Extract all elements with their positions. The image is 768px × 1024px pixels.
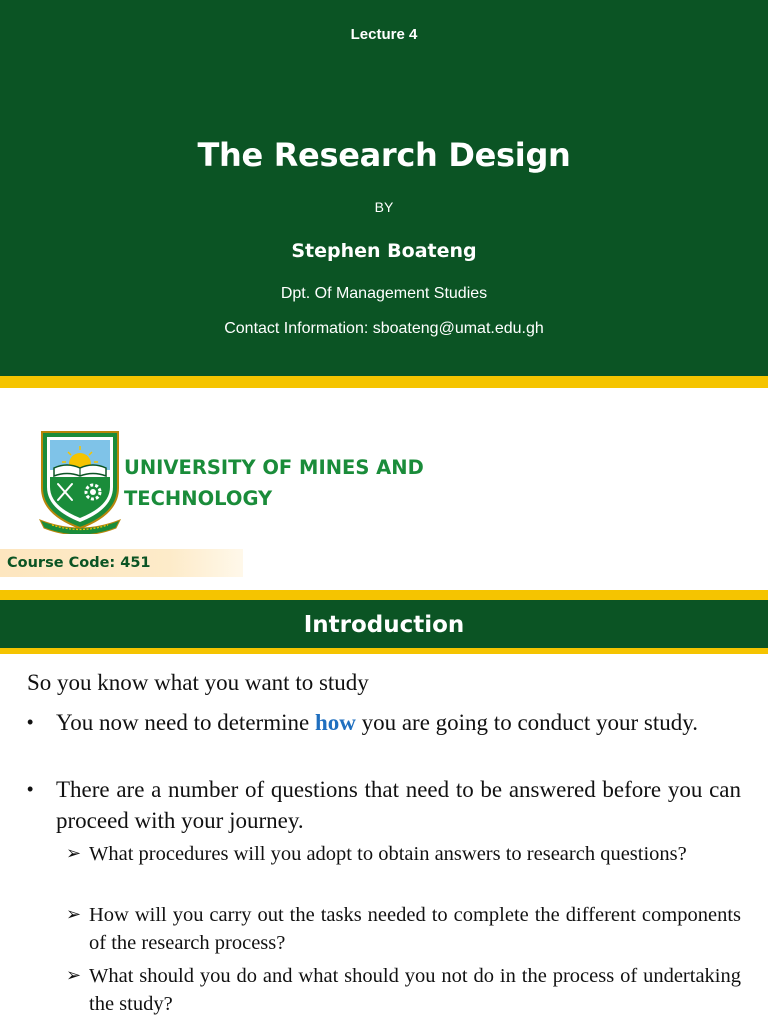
title-slide-header bbox=[0, 0, 768, 376]
bullet-text: There are a number of questions that need to be answered before you can proceed with your journey. bbox=[56, 777, 741, 833]
sub-list-item bbox=[66, 962, 741, 1018]
arrow-bullet-icon: ➢ bbox=[66, 965, 82, 986]
gold-divider-bottom bbox=[0, 648, 768, 654]
section-heading: Introduction bbox=[0, 600, 768, 648]
arrow-bullet-icon: ➢ bbox=[66, 843, 82, 864]
sub-bullet-text: How will you carry out the tasks needed to complete the different components of the research process? bbox=[89, 904, 741, 954]
university-crest-icon bbox=[38, 430, 122, 534]
bullet-icon: • bbox=[27, 779, 34, 799]
gold-divider-top bbox=[0, 590, 768, 600]
slide-title: The Research Design bbox=[197, 136, 571, 174]
university-name-line2: TECHNOLOGY bbox=[124, 487, 273, 510]
bullet-text-part: You now need to determine bbox=[56, 710, 315, 735]
highlight-word: how bbox=[314, 710, 356, 735]
bullet-text bbox=[56, 707, 741, 738]
bullet-icon: • bbox=[27, 712, 34, 732]
list-item bbox=[27, 707, 741, 738]
bullet-text-part: you are going to conduct your study. bbox=[355, 710, 699, 735]
department: Dpt. Of Management Studies bbox=[280, 285, 488, 302]
sub-list-item bbox=[66, 901, 741, 957]
by-label: BY bbox=[374, 199, 394, 215]
lead-sentence: So you know what you want to study bbox=[27, 670, 369, 695]
arrow-bullet-icon: ➢ bbox=[66, 904, 82, 925]
course-code: Course Code: 451 bbox=[0, 549, 243, 577]
university-name-line1: UNIVERSITY OF MINES AND bbox=[124, 456, 424, 479]
gold-divider bbox=[0, 376, 768, 388]
contact-info: Contact Information: sboateng@umat.edu.gh bbox=[224, 320, 544, 337]
sub-bullet-text: What procedures will you adopt to obtain answers to research questions? bbox=[89, 843, 687, 865]
sub-list-item bbox=[66, 840, 741, 868]
university-name bbox=[124, 452, 424, 514]
sub-bullet-text: What should you do and what should you not do in the process of undertaking the study? bbox=[89, 965, 741, 1015]
list-item bbox=[27, 774, 741, 836]
author-name: Stephen Boateng bbox=[291, 240, 477, 262]
lecture-number: Lecture 4 bbox=[350, 26, 418, 43]
